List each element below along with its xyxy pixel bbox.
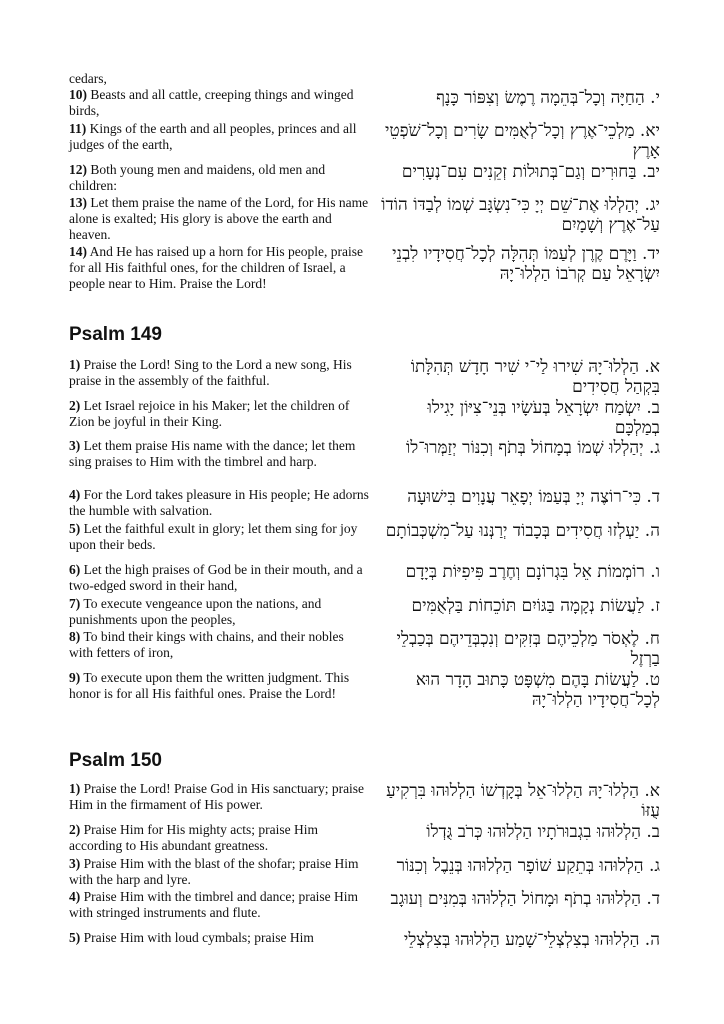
verse-text: Beasts and all cattle, creeping things and winged birds,	[69, 87, 354, 118]
psalm150-verse-he-3: ג. הַלְלוּהוּ בְּתֵקַע שׁוֹפָר הַלְלוּהוּ בְּנֵבֶל וְכִנּוֹר	[396, 856, 660, 876]
psalm149-verse-he-5: ה. יַעְלְזוּ חֲסִידִים בְּכָבוֹד יְרַנְּנוּ עַל־מִשְׁכְּבוֹתָם	[385, 521, 660, 541]
psalm149-verse-en-1	[69, 357, 369, 389]
psalm149-verse-he-2: ב. יִשְׂמַח יִשְׂרָאֵל בְּעֹשָׂיו בְּנֵי־צִיּוֹן יָגִילוּ בְמַלְכָּם	[427, 398, 660, 438]
psalm149-verse-he-3: ג. יְהַלְלוּ שְׁמוֹ בְמָחוֹל בְּתֹף וְכִנּוֹר יְזַמְּרוּ־לוֹ	[405, 438, 660, 458]
psalm149-verse-en-8	[69, 629, 369, 661]
verse-text: Both young men and maidens, old men and children:	[69, 162, 326, 193]
psalm149-verse-he-9: ט. לַעֲשׂוֹת בָּהֶם מִשְׁפָּט כָּתוּב הָדָר הוּא לְכָל־חֲסִידָיו הַלְלוּ־יָהּ	[415, 670, 660, 710]
psalm149-verse-en-7	[69, 596, 369, 628]
verse-text: Kings of the earth and all peoples, princes and all judges of the earth,	[69, 121, 357, 152]
verse-text: Praise the Lord! Praise God in His sanctuary; praise Him in the firmament of His power.	[69, 781, 365, 812]
psalm149-verse-he-6: ו. רוֹמְמוֹת אֵל בִּגְרוֹנָם וְחֶרֶב פִּיפִיּוֹת בְּיָדָם	[405, 562, 660, 582]
verse-number: 11)	[69, 121, 87, 136]
verse-intro	[69, 71, 369, 87]
verse-number: 4)	[69, 487, 81, 502]
verse-number: 7)	[69, 596, 81, 611]
psalm149-verse-en-3	[69, 438, 369, 470]
psalm149-verse-en-9	[69, 670, 369, 702]
verse-text: Praise the Lord! Sing to the Lord a new song, His praise in the assembly of the faithful.	[69, 357, 352, 388]
verse-text: Let them praise His name with the dance; let them sing praises to Him with the timbrel and harp.	[69, 438, 356, 469]
verse-number: 3)	[69, 856, 81, 871]
psalm149-verse-he-4: ד. כִּי־רוֹצֶה יְיָ בְּעַמּוֹ יְפָאֵר עֲנָוִים בִּישׁוּעָה	[407, 487, 660, 507]
verse-number: 5)	[69, 930, 81, 945]
verse-text: Praise Him with the blast of the shofar; praise Him with the harp and lyre.	[69, 856, 359, 887]
verse-number: 6)	[69, 562, 81, 577]
verse-he-13: יג. יְהַלְלוּ אֶת־שֵׁם יְיָ כִּי־נִשְׂגָּב שְׁמוֹ לְבַדּוֹ הוֹדוֹ עַל־אֶרֶץ וְשָׁמָיִם	[381, 195, 660, 235]
psalm150-verse-en-2	[69, 822, 369, 854]
verse-text: And He has raised up a horn for His people, praise for all His faithful ones, for the children of Israel, a people near to Him. Praise the Lord!	[69, 244, 363, 291]
psalm150-verse-en-1	[69, 781, 369, 813]
verse-en-11	[69, 121, 369, 153]
psalm150-verse-en-3	[69, 856, 369, 888]
psalm149-verse-he-8: ח. לֶאְסֹר מַלְכֵיהֶם בְּזִקִּים וְנִכְבְּדֵיהֶם בְּכַבְלֵי בַרְזֶל	[396, 629, 660, 669]
verse-text: For the Lord takes pleasure in His people; He adorns the humble with salvation.	[69, 487, 369, 518]
verse-text: To execute vengeance upon the nations, and punishments upon the peoples,	[69, 596, 322, 627]
verse-en-10	[69, 87, 369, 119]
psalm149-verse-en-4	[69, 487, 369, 519]
verse-number: 12)	[69, 162, 87, 177]
verse-number: 13)	[69, 195, 87, 210]
verse-number: 2)	[69, 398, 81, 413]
verse-he-10: י. הַחַיָּה וְכָל־בְּהֵמָה רֶמֶשׂ וְצִפּוֹר כָּנָף	[436, 88, 660, 108]
verse-text: To bind their kings with chains, and their nobles with fetters of iron,	[69, 629, 344, 660]
verse-number: 14)	[69, 244, 87, 259]
verse-text: Let the faithful exult in glory; let them sing for joy upon their beds.	[69, 521, 358, 552]
verse-number: 1)	[69, 781, 81, 796]
verse-text: Let the high praises of God be in their mouth, and a two-edged sword in their hand,	[69, 562, 363, 593]
psalm149-verse-he-1: א. הַלְלוּ־יָהּ שִׁירוּ לַי־י שִׁיר חָדָשׁ תְּהִלָּתוֹ בִּקְהַל חֲסִידִים	[410, 357, 660, 397]
verse-number: 10)	[69, 87, 87, 102]
verse-text: cedars,	[69, 71, 107, 86]
verse-number: 8)	[69, 629, 81, 644]
psalm150-verse-he-2: ב. הַלְלוּהוּ בִגְבוּרֹתָיו הַלְלוּהוּ כְּרֹב גֻּדְלוֹ	[426, 822, 660, 842]
verse-number: 2)	[69, 822, 81, 837]
psalm150-verse-en-4	[69, 889, 369, 921]
verse-text: Praise Him with the timbrel and dance; praise Him with stringed instruments and flute.	[69, 889, 359, 920]
psalm150-verse-he-4: ד. הַלְלוּהוּ בְתֹף וּמָחוֹל הַלְלוּהוּ בְּמִנִּים וְעוּגָב	[390, 889, 660, 909]
verse-text: Praise Him with loud cymbals; praise Him	[83, 930, 314, 945]
psalm150-verse-en-5	[69, 930, 369, 946]
psalm149-verse-en-6	[69, 562, 369, 594]
verse-en-14	[69, 244, 369, 292]
verse-en-12	[69, 162, 369, 194]
psalm149-verse-en-5	[69, 521, 369, 553]
verse-number: 5)	[69, 521, 81, 536]
verse-text: Let Israel rejoice in his Maker; let the children of Zion be joyful in their King.	[69, 398, 350, 429]
verse-number: 9)	[69, 670, 81, 685]
psalm-149-heading: Psalm 149	[69, 324, 162, 345]
verse-he-11: יא. מַלְכֵי־אֶרֶץ וְכָל־לְאֻמִּים שָׂרִים וְכָל־שֹׁפְטֵי אָרֶץ	[384, 121, 660, 161]
verse-number: 4)	[69, 889, 81, 904]
verse-he-12: יב. בַּחוּרִים וְגַם־בְּתוּלוֹת זְקֵנִים עִם־נְעָרִים	[401, 162, 660, 182]
psalm149-verse-en-2	[69, 398, 369, 430]
verse-number: 3)	[69, 438, 81, 453]
verse-he-14: יד. וַיָּרֶם קֶרֶן לְעַמּוֹ תְּהִלָּה לְכָל־חֲסִידָיו לִבְנֵי יִשְׂרָאֵל עַם קְרֹבוֹ הַלְלוּ־יָהּ	[392, 244, 660, 284]
verse-text: Praise Him for His mighty acts; praise Him according to His abundant greatness.	[69, 822, 318, 853]
psalm-150-heading: Psalm 150	[69, 750, 162, 771]
verse-number: 1)	[69, 357, 81, 372]
psalm149-verse-he-7: ז. לַעֲשׂוֹת נְקָמָה בַּגּוֹיִם תּוֹכֵחוֹת בַּלְאֻמִּים	[411, 596, 660, 616]
verse-text: To execute upon them the written judgment. This honor is for all His faithful ones. Praise the Lord!	[69, 670, 350, 701]
psalm150-verse-he-1: א. הַלְלוּ־יָהּ הַלְלוּ־אֵל בְּקָדְשׁוֹ הַלְלוּהוּ בִּרְקִיעַ עֻזּוֹ	[386, 781, 660, 821]
psalm150-verse-he-5: ה. הַלְלוּהוּ בְצִלְצְלֵי־שָׁמַע הַלְלוּהוּ בְּצִלְצְלֵי	[403, 930, 660, 950]
verse-text: Let them praise the name of the Lord, for His name alone is exalted; His glory is above the earth and heaven.	[69, 195, 369, 242]
verse-en-13	[69, 195, 369, 243]
